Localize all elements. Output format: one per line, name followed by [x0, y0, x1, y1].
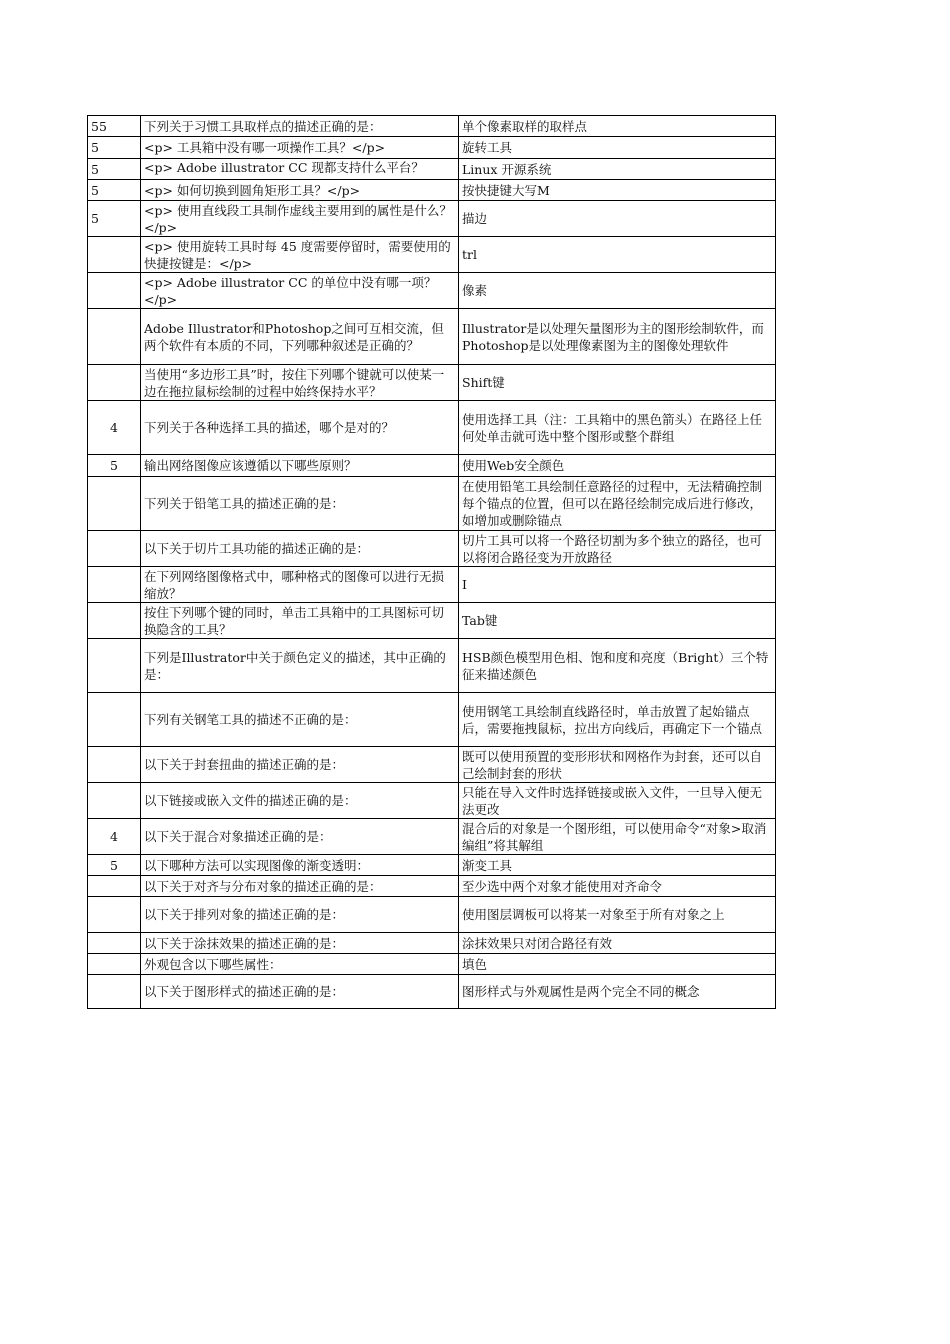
question-text-cell — [141, 954, 459, 975]
answer-text-cell — [459, 954, 776, 975]
question-text: 下列有关钢笔工具的描述不正确的是： — [144, 712, 357, 727]
table-row — [88, 455, 776, 477]
question-text-cell — [141, 819, 459, 855]
table-row — [88, 365, 776, 401]
question-text: <p> Adobe illustrator CC 现都支持什么平台？ — [144, 160, 424, 175]
question-text-cell — [141, 180, 459, 201]
question-text: 外观包含以下哪些属性： — [144, 956, 282, 972]
question-number-cell — [88, 897, 141, 933]
answer-text: 使用Web安全颜色 — [462, 458, 565, 473]
answer-text: 使用选择工具（注：工具箱中的黑色箭头）在路径上任何处单击就可选中整个图形或整个群组 — [462, 411, 763, 444]
question-number-cell — [88, 201, 141, 237]
answer-text: 既可以使用预置的变形形状和网格作为封套，还可以自己绘制封套的形状 — [462, 748, 763, 781]
table-row — [88, 603, 776, 639]
answer-text: 旋转工具 — [462, 140, 513, 155]
question-text: 以下哪种方法可以实现图像的渐变透明： — [144, 857, 370, 873]
table-row — [88, 819, 776, 855]
question-number-cell — [88, 116, 141, 137]
question-text-cell — [141, 237, 459, 273]
answer-text: Linux 开源系统 — [462, 161, 552, 177]
question-text-cell — [141, 401, 459, 455]
answer-text-cell — [459, 897, 776, 933]
table-row — [88, 116, 776, 137]
table-row — [88, 933, 776, 954]
question-text: 以下关于排列对象的描述正确的是： — [144, 907, 345, 922]
question-text-cell — [141, 201, 459, 237]
answer-text: 涂抹效果只对闭合路径有效 — [462, 935, 613, 951]
table-row — [88, 477, 776, 531]
question-text-cell — [141, 455, 459, 477]
question-text: 以下关于封套扭曲的描述正确的是： — [144, 757, 345, 772]
question-number-cell — [88, 237, 141, 273]
question-number-cell — [88, 819, 141, 855]
question-number-cell — [88, 975, 141, 1009]
question-number-cell — [88, 365, 141, 401]
question-text-cell — [141, 567, 459, 603]
question-text-cell — [141, 531, 459, 567]
question-text-cell — [141, 137, 459, 159]
answer-text: 渐变工具 — [462, 857, 513, 873]
answer-text: 切片工具可以将一个路径切割为多个独立的路径，也可以将闭合路径变为开放路径 — [462, 532, 763, 565]
answer-text-cell — [459, 201, 776, 237]
answer-text-cell — [459, 401, 776, 455]
question-number-cell — [88, 747, 141, 783]
table-row — [88, 747, 776, 783]
answer-text: Shift键 — [462, 375, 505, 390]
answer-text: 填色 — [462, 956, 488, 972]
question-number-cell — [88, 567, 141, 603]
question-number-cell — [88, 273, 141, 309]
question-text-cell — [141, 975, 459, 1009]
question-number-cell — [88, 693, 141, 747]
question-text: <p> Adobe illustrator CC 的单位中没有哪一项？</p> — [144, 274, 437, 307]
table-row — [88, 309, 776, 365]
question-text: 在下列网络图像格式中，哪种格式的图像可以进行无损缩放？ — [144, 568, 445, 601]
table-row — [88, 273, 776, 309]
question-text-cell — [141, 783, 459, 819]
table-row — [88, 201, 776, 237]
answer-text: 使用钢笔工具绘制直线路径时，单击放置了起始锚点后，需要拖拽鼠标，拉出方向线后，再确定下一个锚点 — [462, 703, 763, 736]
question-number-cell — [88, 876, 141, 897]
question-text: Adobe Illustrator和Photoshop之间可互相交流，但两个软件有本质的不同，下列哪种叙述是正确的？ — [144, 320, 444, 353]
answer-text: 按快捷键大写M — [462, 182, 550, 198]
question-text-cell — [141, 639, 459, 693]
question-text: 以下链接或嵌入文件的描述正确的是： — [144, 793, 357, 808]
question-text-cell — [141, 693, 459, 747]
question-number: 5 — [110, 458, 118, 473]
question-text: 以下关于涂抹效果的描述正确的是： — [144, 935, 345, 951]
question-number-cell — [88, 180, 141, 201]
answer-text: 只能在导入文件时选择链接或嵌入文件，一旦导入便无法更改 — [462, 784, 763, 817]
question-text: <p> 使用直线段工具制作虚线主要用到的属性是什么？</p> — [144, 202, 452, 235]
question-number-cell — [88, 531, 141, 567]
answer-text: 单个像素取样的取样点 — [462, 118, 588, 134]
question-number: 4 — [110, 420, 118, 435]
question-text: 下列关于各种选择工具的描述，哪个是对的？ — [144, 420, 395, 435]
question-text: 输出网络图像应该遵循以下哪些原则？ — [144, 458, 357, 473]
table-row — [88, 567, 776, 603]
question-number: 4 — [110, 829, 118, 844]
answer-text: 在使用铅笔工具绘制任意路径的过程中，无法精确控制每个锚点的位置，但可以在路径绘制完成后进行修改，如增加或删除锚点 — [462, 479, 763, 528]
answer-text-cell — [459, 159, 776, 180]
question-text: <p> 使用旋转工具时每 45 度需要停留时，需要使用的快捷按键是：</p> — [144, 238, 451, 271]
table-row — [88, 975, 776, 1009]
question-number-cell — [88, 783, 141, 819]
question-text: 当使用“多边形工具”时，按住下列哪个键就可以使某一边在拖拉鼠标绘制的过程中始终保持水平？ — [144, 366, 445, 399]
answer-text-cell — [459, 237, 776, 273]
question-text: <p> 如何切换到圆角矩形工具？</p> — [144, 182, 361, 198]
question-text: 下列是Illustrator中关于颜色定义的描述，其中正确的是： — [144, 649, 446, 682]
question-number-cell — [88, 159, 141, 180]
answer-text: 描边 — [462, 211, 488, 226]
question-text-cell — [141, 933, 459, 954]
question-number: 5 — [110, 857, 118, 873]
question-text-cell — [141, 159, 459, 180]
table-row — [88, 180, 776, 201]
question-text: 以下关于对齐与分布对象的描述正确的是： — [144, 878, 382, 894]
question-number-cell — [88, 309, 141, 365]
question-text-cell — [141, 876, 459, 897]
answer-text-cell — [459, 876, 776, 897]
table-row — [88, 855, 776, 876]
question-number-cell — [88, 137, 141, 159]
answer-text-cell — [459, 933, 776, 954]
question-number-cell — [88, 455, 141, 477]
question-text-cell — [141, 897, 459, 933]
question-number-cell — [88, 954, 141, 975]
table-row — [88, 159, 776, 180]
question-text-cell — [141, 365, 459, 401]
answer-text-cell — [459, 855, 776, 876]
table-row — [88, 639, 776, 693]
question-number-cell — [88, 639, 141, 693]
table-row — [88, 876, 776, 897]
answer-text-cell — [459, 365, 776, 401]
question-number-cell — [88, 933, 141, 954]
answer-text-cell — [459, 819, 776, 855]
answer-text-cell — [459, 639, 776, 693]
answer-text: Illustrator是以处理矢量图形为主的图形绘制软件，而Photoshop是以处理像素图为主的图像处理软件 — [462, 320, 764, 353]
answer-text-cell — [459, 975, 776, 1009]
table-row — [88, 693, 776, 747]
question-number-cell — [88, 855, 141, 876]
answer-text: 至少选中两个对象才能使用对齐命令 — [462, 878, 663, 894]
question-text: 下列关于习惯工具取样点的描述正确的是： — [144, 118, 382, 134]
answer-text: 使用图层调板可以将某一对象至于所有对象之上 — [462, 907, 725, 922]
answer-text-cell — [459, 137, 776, 159]
answer-text: Tab键 — [462, 613, 498, 628]
question-text: 以下关于切片工具功能的描述正确的是： — [144, 541, 370, 556]
question-text: 以下关于图形样式的描述正确的是： — [144, 984, 345, 999]
question-text: 以下关于混合对象描述正确的是： — [144, 829, 332, 844]
question-number-cell — [88, 603, 141, 639]
answer-text-cell — [459, 309, 776, 365]
question-number: 5 — [91, 161, 99, 177]
question-text: 按住下列哪个键的同时，单击工具箱中的工具图标可切换隐含的工具？ — [144, 604, 445, 637]
answer-text: trl — [462, 247, 477, 262]
answer-text-cell — [459, 455, 776, 477]
answer-text-cell — [459, 747, 776, 783]
question-text-cell — [141, 116, 459, 137]
answer-text: 像素 — [462, 283, 488, 298]
answer-text-cell — [459, 116, 776, 137]
answer-text-cell — [459, 693, 776, 747]
answer-text-cell — [459, 180, 776, 201]
table-row — [88, 531, 776, 567]
question-number: 5 — [91, 182, 99, 198]
answer-text-cell — [459, 783, 776, 819]
answer-text: 图形样式与外观属性是两个完全不同的概念 — [462, 984, 700, 999]
answer-text-cell — [459, 567, 776, 603]
question-number: 5 — [91, 211, 99, 226]
answer-text-cell — [459, 603, 776, 639]
question-number-cell — [88, 477, 141, 531]
question-number: 55 — [91, 118, 107, 134]
question-text: 下列关于铅笔工具的描述正确的是： — [144, 496, 345, 511]
question-text-cell — [141, 603, 459, 639]
answer-text: HSB颜色模型用色相、饱和度和亮度（Bright）三个特征来描述颜色 — [462, 649, 769, 682]
question-text-cell — [141, 477, 459, 531]
answer-text-cell — [459, 273, 776, 309]
answer-text: 混合后的对象是一个图形组，可以使用命令“对象>取消编组”将其解组 — [462, 820, 767, 853]
question-number: 5 — [91, 140, 99, 155]
question-text-cell — [141, 855, 459, 876]
question-table — [87, 115, 776, 1009]
question-text: <p> 工具箱中没有哪一项操作工具？</p> — [144, 140, 386, 155]
table-row — [88, 137, 776, 159]
answer-text-cell — [459, 477, 776, 531]
answer-text: I — [462, 577, 467, 592]
question-text-cell — [141, 747, 459, 783]
table-row — [88, 954, 776, 975]
table-row — [88, 401, 776, 455]
question-text-cell — [141, 309, 459, 365]
question-number-cell — [88, 401, 141, 455]
question-text-cell — [141, 273, 459, 309]
table-row — [88, 237, 776, 273]
table-row — [88, 783, 776, 819]
table-row — [88, 897, 776, 933]
answer-text-cell — [459, 531, 776, 567]
